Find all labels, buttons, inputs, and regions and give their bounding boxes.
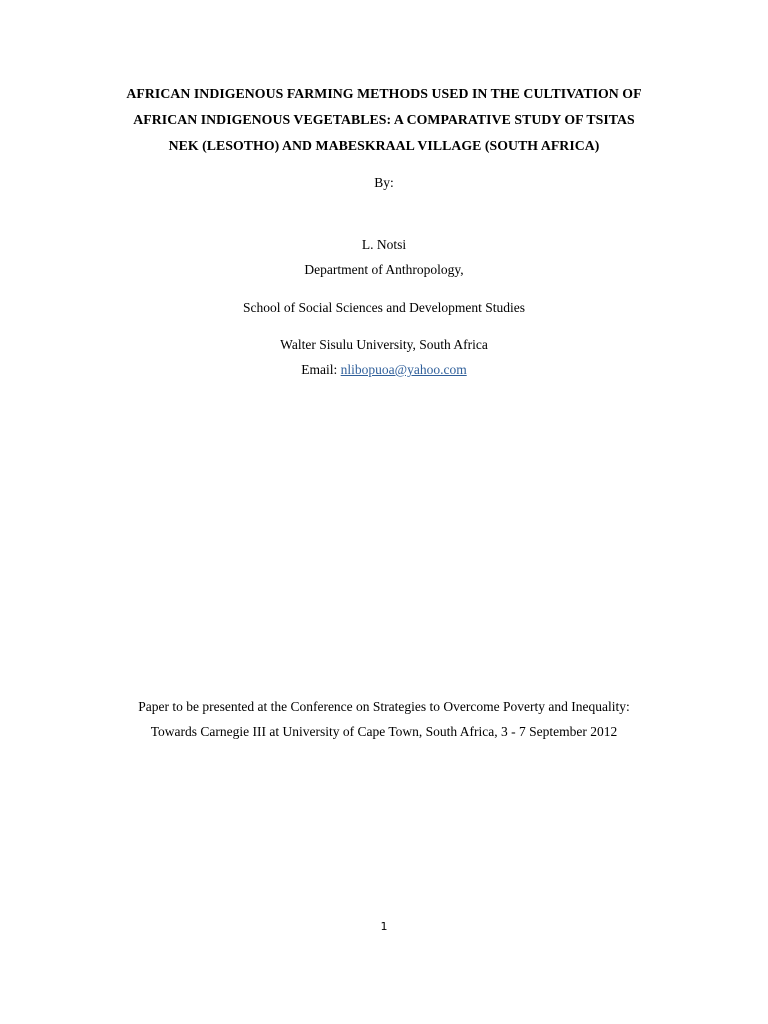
byline: By: (374, 175, 394, 190)
email-link[interactable]: nlibopuoa@yahoo.com (340, 362, 467, 377)
page-number: 1 (380, 920, 388, 933)
conference-line-2: Towards Carnegie III at University of Cape Town, South Africa, 3 - 7 September 2012 (150, 724, 618, 739)
author-school: School of Social Sciences and Development Studies (243, 300, 525, 315)
author-email-line (0, 362, 768, 378)
title-line-1: AFRICAN INDIGENOUS FARMING METHODS USED IN THE CULTIVATION OF (126, 86, 642, 101)
title-line-3: NEK (LESOTHO) AND MABESKRAAL VILLAGE (SOUTH AFRICA) (168, 138, 600, 153)
author-department: Department of Anthropology, (304, 262, 464, 277)
author-name: L. Notsi (361, 237, 407, 252)
email-label: Email: (301, 362, 341, 377)
conference-line-1: Paper to be presented at the Conference on Strategies to Overcome Poverty and Inequality: (138, 699, 630, 714)
title-line-2: AFRICAN INDIGENOUS VEGETABLES: A COMPARATIVE STUDY OF TSITAS (133, 112, 635, 127)
author-university: Walter Sisulu University, South Africa (280, 337, 488, 352)
